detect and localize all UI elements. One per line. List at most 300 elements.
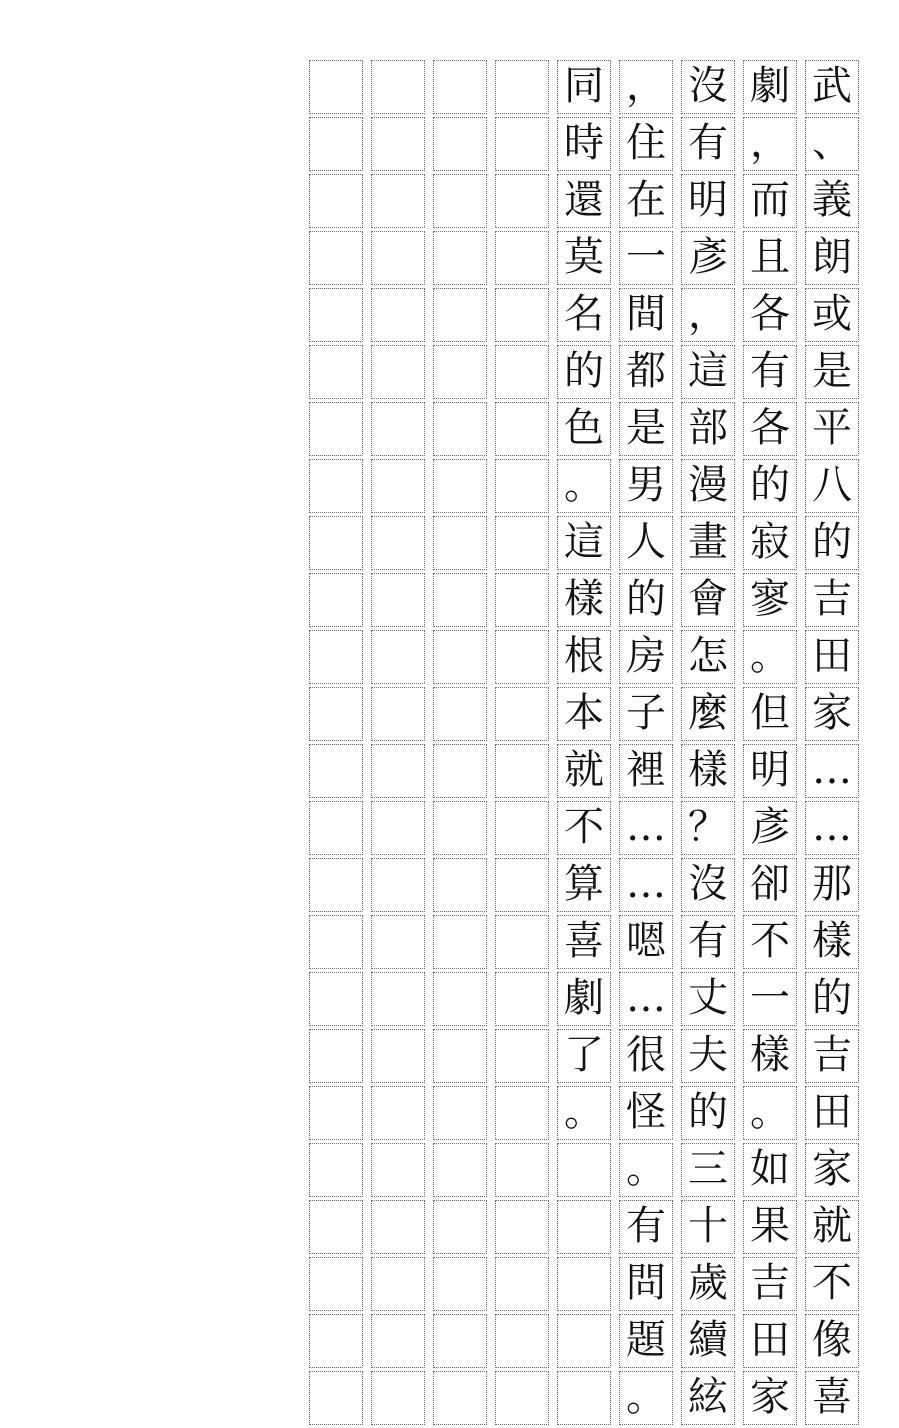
grid-cell[interactable] — [681, 1314, 735, 1368]
grid-cell-text: 樣 — [564, 576, 604, 622]
grid-cell-text: ， — [688, 291, 728, 337]
grid-cell[interactable] — [619, 972, 673, 1026]
grid-cell[interactable] — [805, 1200, 859, 1254]
grid-cell[interactable] — [309, 459, 363, 513]
genkou-youshi-grid — [301, 60, 859, 1428]
grid-cell-text: 部 — [688, 405, 728, 451]
grid-cell[interactable] — [805, 1029, 859, 1083]
grid-cell[interactable] — [805, 1257, 859, 1311]
grid-cell[interactable] — [371, 345, 425, 399]
grid-cell[interactable] — [371, 1314, 425, 1368]
grid-cell[interactable] — [371, 687, 425, 741]
grid-cell[interactable] — [433, 345, 487, 399]
grid-cell[interactable] — [619, 744, 673, 798]
grid-cell-text: 還 — [564, 177, 604, 223]
grid-cell[interactable] — [309, 1029, 363, 1083]
grid-cell-text: 算 — [564, 861, 604, 907]
grid-cell[interactable] — [743, 1257, 797, 1311]
grid-cell[interactable] — [681, 1200, 735, 1254]
grid-cell[interactable] — [309, 1200, 363, 1254]
grid-cell[interactable] — [371, 858, 425, 912]
grid-cell[interactable] — [309, 573, 363, 627]
grid-cell-text: 。 — [750, 1089, 790, 1135]
grid-cell[interactable] — [371, 1143, 425, 1197]
grid-cell[interactable] — [743, 60, 797, 114]
grid-cell[interactable] — [557, 117, 611, 171]
grid-cell[interactable] — [433, 1314, 487, 1368]
grid-cell[interactable] — [619, 1200, 673, 1254]
grid-cell[interactable] — [371, 402, 425, 456]
grid-cell[interactable] — [495, 858, 549, 912]
grid-cell[interactable] — [495, 459, 549, 513]
grid-cell[interactable] — [681, 117, 735, 171]
grid-cell[interactable] — [309, 915, 363, 969]
grid-cell-text: 本 — [564, 690, 604, 736]
grid-cell[interactable] — [433, 1200, 487, 1254]
grid-cell[interactable] — [433, 60, 487, 114]
grid-cell[interactable] — [619, 1314, 673, 1368]
grid-cell-text: 三 — [688, 1146, 728, 1192]
grid-cell-text: 一 — [750, 975, 790, 1021]
grid-cell-text: 果 — [750, 1203, 790, 1249]
grid-cell[interactable] — [619, 1143, 673, 1197]
grid-cell[interactable] — [557, 1029, 611, 1083]
grid-cell[interactable] — [557, 687, 611, 741]
grid-cell[interactable] — [805, 915, 859, 969]
grid-cell[interactable] — [309, 288, 363, 342]
grid-cell[interactable] — [619, 1257, 673, 1311]
grid-cell[interactable] — [433, 573, 487, 627]
grid-cell[interactable] — [371, 630, 425, 684]
grid-cell-text: 麼 — [688, 690, 728, 736]
grid-cell-text: 了 — [564, 1032, 604, 1078]
grid-cell[interactable] — [495, 1371, 549, 1425]
grid-cell-text: 房 — [626, 633, 666, 679]
grid-cell[interactable] — [805, 117, 859, 171]
grid-cell[interactable] — [433, 801, 487, 855]
grid-cell[interactable] — [681, 915, 735, 969]
grid-cell[interactable] — [805, 402, 859, 456]
grid-cell[interactable] — [309, 858, 363, 912]
grid-cell[interactable] — [557, 1371, 611, 1425]
grid-cell-text: 朗 — [812, 234, 852, 280]
grid-cell[interactable] — [495, 1257, 549, 1311]
grid-cell[interactable] — [557, 972, 611, 1026]
grid-cell[interactable] — [557, 402, 611, 456]
grid-cell[interactable] — [433, 858, 487, 912]
grid-cell[interactable] — [681, 516, 735, 570]
grid-cell[interactable] — [557, 516, 611, 570]
grid-cell-text: 人 — [626, 519, 666, 565]
grid-cell[interactable] — [743, 174, 797, 228]
grid-cell[interactable] — [495, 801, 549, 855]
grid-cell[interactable] — [681, 60, 735, 114]
grid-cell[interactable] — [681, 744, 735, 798]
grid-cell-text: 問 — [626, 1260, 666, 1306]
grid-cell-text: 色 — [564, 405, 604, 451]
grid-cell[interactable] — [681, 972, 735, 1026]
grid-cell[interactable] — [495, 972, 549, 1026]
grid-cell[interactable] — [805, 1371, 859, 1425]
grid-cell-text: 的 — [750, 462, 790, 508]
grid-cell[interactable] — [743, 1314, 797, 1368]
grid-cell[interactable] — [681, 402, 735, 456]
grid-cell[interactable] — [805, 174, 859, 228]
grid-cell[interactable] — [309, 345, 363, 399]
grid-cell-text: 寥 — [750, 576, 790, 622]
grid-cell[interactable] — [743, 801, 797, 855]
grid-cell[interactable] — [805, 801, 859, 855]
grid-cell[interactable] — [743, 117, 797, 171]
grid-cell[interactable] — [681, 1257, 735, 1311]
grid-cell[interactable] — [805, 1143, 859, 1197]
grid-cell[interactable] — [619, 516, 673, 570]
grid-cell[interactable] — [495, 174, 549, 228]
grid-cell[interactable] — [743, 1086, 797, 1140]
grid-cell[interactable] — [743, 1371, 797, 1425]
grid-cell[interactable] — [495, 288, 549, 342]
grid-cell[interactable] — [681, 174, 735, 228]
grid-cell-text: 。 — [626, 1146, 666, 1192]
grid-cell[interactable] — [557, 459, 611, 513]
grid-cell-text: 就 — [812, 1203, 852, 1249]
grid-cell[interactable] — [371, 573, 425, 627]
grid-cell[interactable] — [309, 516, 363, 570]
grid-cell[interactable] — [371, 516, 425, 570]
grid-cell[interactable] — [743, 459, 797, 513]
grid-cell[interactable] — [619, 630, 673, 684]
grid-cell-text: 但 — [750, 690, 790, 736]
grid-cell-text: 。 — [626, 1374, 666, 1420]
grid-cell[interactable] — [557, 858, 611, 912]
grid-cell[interactable] — [681, 1371, 735, 1425]
grid-cell-text: 住 — [626, 120, 666, 166]
grid-cell[interactable] — [619, 174, 673, 228]
column-5 — [557, 60, 611, 1428]
grid-cell[interactable] — [743, 1200, 797, 1254]
grid-cell[interactable] — [557, 915, 611, 969]
grid-cell-text: … — [626, 804, 666, 850]
grid-cell-text: 是 — [812, 348, 852, 394]
grid-cell-text: 、 — [812, 120, 852, 166]
grid-cell[interactable] — [743, 402, 797, 456]
grid-cell-text: 有 — [688, 918, 728, 964]
grid-cell[interactable] — [681, 630, 735, 684]
grid-cell[interactable] — [743, 915, 797, 969]
grid-cell[interactable] — [433, 1029, 487, 1083]
grid-cell[interactable] — [433, 630, 487, 684]
grid-cell[interactable] — [681, 345, 735, 399]
grid-cell[interactable] — [557, 231, 611, 285]
grid-cell[interactable] — [309, 60, 363, 114]
grid-cell-text: 根 — [564, 633, 604, 679]
grid-cell[interactable] — [619, 1086, 673, 1140]
grid-cell[interactable] — [371, 288, 425, 342]
grid-cell-text: 八 — [812, 462, 852, 508]
grid-cell[interactable] — [371, 231, 425, 285]
grid-cell[interactable] — [557, 1200, 611, 1254]
grid-cell[interactable] — [309, 402, 363, 456]
grid-cell[interactable] — [433, 915, 487, 969]
grid-cell-text: 是 — [626, 405, 666, 451]
grid-cell[interactable] — [619, 345, 673, 399]
grid-cell[interactable] — [495, 1029, 549, 1083]
grid-cell-text: 家 — [750, 1374, 790, 1420]
grid-cell-text: 不 — [750, 918, 790, 964]
grid-cell[interactable] — [681, 231, 735, 285]
grid-cell-text: 十 — [688, 1203, 728, 1249]
grid-cell[interactable] — [495, 573, 549, 627]
grid-cell[interactable] — [433, 1086, 487, 1140]
grid-cell[interactable] — [619, 858, 673, 912]
grid-cell-text: 那 — [812, 861, 852, 907]
grid-cell[interactable] — [371, 1257, 425, 1311]
grid-cell[interactable] — [309, 231, 363, 285]
grid-cell[interactable] — [743, 231, 797, 285]
grid-cell-text: 。 — [750, 633, 790, 679]
grid-cell[interactable] — [433, 288, 487, 342]
grid-cell[interactable] — [495, 345, 549, 399]
grid-cell-text: 裡 — [626, 747, 666, 793]
grid-cell[interactable] — [557, 1086, 611, 1140]
grid-cell[interactable] — [371, 744, 425, 798]
grid-cell-text: 且 — [750, 234, 790, 280]
grid-cell[interactable] — [805, 972, 859, 1026]
grid-cell[interactable] — [309, 174, 363, 228]
grid-cell-text: 的 — [626, 576, 666, 622]
grid-cell[interactable] — [495, 1086, 549, 1140]
grid-cell-text: 平 — [812, 405, 852, 451]
grid-cell[interactable] — [433, 744, 487, 798]
grid-cell-text: 田 — [750, 1317, 790, 1363]
grid-cell-text: 丈 — [688, 975, 728, 1021]
grid-cell[interactable] — [309, 1314, 363, 1368]
grid-cell[interactable] — [371, 915, 425, 969]
grid-cell-text: ， — [626, 63, 666, 109]
grid-cell-text: 各 — [750, 291, 790, 337]
grid-cell[interactable] — [433, 1371, 487, 1425]
grid-cell[interactable] — [309, 1086, 363, 1140]
grid-cell[interactable] — [309, 117, 363, 171]
grid-cell[interactable] — [495, 516, 549, 570]
grid-cell[interactable] — [805, 1314, 859, 1368]
grid-cell[interactable] — [495, 687, 549, 741]
grid-cell[interactable] — [557, 345, 611, 399]
grid-cell[interactable] — [681, 801, 735, 855]
grid-cell-text: 家 — [812, 690, 852, 736]
grid-cell[interactable] — [309, 1371, 363, 1425]
grid-cell-text: 的 — [688, 1089, 728, 1135]
grid-cell-text: 間 — [626, 291, 666, 337]
grid-cell[interactable] — [557, 288, 611, 342]
grid-cell[interactable] — [619, 288, 673, 342]
grid-cell[interactable] — [371, 1200, 425, 1254]
grid-cell[interactable] — [495, 1314, 549, 1368]
grid-cell-text: 各 — [750, 405, 790, 451]
grid-cell[interactable] — [557, 1314, 611, 1368]
grid-cell[interactable] — [805, 459, 859, 513]
grid-cell[interactable] — [619, 1029, 673, 1083]
grid-cell[interactable] — [433, 1257, 487, 1311]
grid-cell-text: 在 — [626, 177, 666, 223]
column-1 — [805, 60, 859, 1428]
grid-cell[interactable] — [805, 744, 859, 798]
grid-cell[interactable] — [557, 630, 611, 684]
grid-cell[interactable] — [371, 459, 425, 513]
grid-cell-text: 男 — [626, 462, 666, 508]
grid-cell[interactable] — [743, 1143, 797, 1197]
grid-cell[interactable] — [309, 744, 363, 798]
grid-cell[interactable] — [743, 288, 797, 342]
grid-cell[interactable] — [433, 687, 487, 741]
grid-cell[interactable] — [557, 174, 611, 228]
grid-cell[interactable] — [495, 117, 549, 171]
grid-cell[interactable] — [743, 744, 797, 798]
grid-cell-text: 。 — [564, 462, 604, 508]
grid-cell[interactable] — [743, 573, 797, 627]
grid-cell[interactable] — [805, 573, 859, 627]
grid-cell[interactable] — [433, 174, 487, 228]
grid-cell-text: 的 — [812, 975, 852, 1021]
grid-cell[interactable] — [495, 630, 549, 684]
grid-cell[interactable] — [805, 630, 859, 684]
grid-cell[interactable] — [557, 1143, 611, 1197]
grid-cell[interactable] — [743, 630, 797, 684]
grid-cell[interactable] — [557, 573, 611, 627]
grid-cell[interactable] — [805, 231, 859, 285]
grid-cell[interactable] — [557, 60, 611, 114]
grid-cell-text: 彥 — [750, 804, 790, 850]
grid-cell[interactable] — [433, 402, 487, 456]
grid-cell-text: 像 — [812, 1317, 852, 1363]
grid-cell[interactable] — [433, 516, 487, 570]
grid-cell[interactable] — [681, 1029, 735, 1083]
grid-cell[interactable] — [309, 630, 363, 684]
grid-cell[interactable] — [743, 687, 797, 741]
grid-cell[interactable] — [557, 801, 611, 855]
grid-cell-text: 子 — [626, 690, 666, 736]
grid-cell[interactable] — [619, 687, 673, 741]
grid-cell[interactable] — [805, 516, 859, 570]
grid-cell[interactable] — [743, 972, 797, 1026]
grid-cell[interactable] — [619, 1371, 673, 1425]
grid-cell[interactable] — [433, 1143, 487, 1197]
grid-cell[interactable] — [495, 60, 549, 114]
grid-cell[interactable] — [433, 972, 487, 1026]
grid-cell-text: 不 — [564, 804, 604, 850]
grid-cell-text: 義 — [812, 177, 852, 223]
grid-cell-text: 這 — [564, 519, 604, 565]
grid-cell[interactable] — [681, 858, 735, 912]
grid-cell[interactable] — [619, 402, 673, 456]
grid-cell-text: … — [626, 975, 666, 1021]
grid-cell[interactable] — [681, 687, 735, 741]
grid-cell[interactable] — [619, 459, 673, 513]
grid-cell-text: 怎 — [688, 633, 728, 679]
grid-cell[interactable] — [557, 744, 611, 798]
grid-cell[interactable] — [743, 1029, 797, 1083]
column-3 — [681, 60, 735, 1428]
grid-cell[interactable] — [495, 744, 549, 798]
grid-cell[interactable] — [309, 801, 363, 855]
grid-cell[interactable] — [371, 60, 425, 114]
grid-cell[interactable] — [619, 573, 673, 627]
grid-cell[interactable] — [805, 687, 859, 741]
grid-cell[interactable] — [371, 1086, 425, 1140]
grid-cell[interactable] — [495, 1200, 549, 1254]
grid-cell[interactable] — [371, 1371, 425, 1425]
grid-cell[interactable] — [371, 972, 425, 1026]
grid-cell[interactable] — [309, 972, 363, 1026]
grid-cell[interactable] — [309, 1143, 363, 1197]
grid-cell[interactable] — [805, 1086, 859, 1140]
grid-cell[interactable] — [805, 345, 859, 399]
grid-cell[interactable] — [743, 858, 797, 912]
grid-cell[interactable] — [557, 1257, 611, 1311]
grid-cell-text: 沒 — [688, 861, 728, 907]
grid-cell-text: 樣 — [750, 1032, 790, 1078]
grid-cell-text: 畫 — [688, 519, 728, 565]
grid-cell[interactable] — [681, 1143, 735, 1197]
grid-cell[interactable] — [619, 801, 673, 855]
grid-cell-text: 如 — [750, 1146, 790, 1192]
grid-cell-text: ？ — [688, 804, 728, 850]
grid-cell[interactable] — [433, 459, 487, 513]
grid-cell[interactable] — [805, 858, 859, 912]
grid-cell[interactable] — [681, 1086, 735, 1140]
grid-cell[interactable] — [495, 402, 549, 456]
grid-cell-text: 怪 — [626, 1089, 666, 1135]
grid-cell[interactable] — [805, 60, 859, 114]
grid-cell[interactable] — [371, 174, 425, 228]
grid-cell[interactable] — [743, 516, 797, 570]
grid-cell[interactable] — [495, 231, 549, 285]
grid-cell-text: 絃 — [688, 1374, 728, 1420]
grid-cell-text: 喜 — [812, 1374, 852, 1420]
grid-cell[interactable] — [433, 117, 487, 171]
grid-cell[interactable] — [619, 231, 673, 285]
grid-cell[interactable] — [495, 915, 549, 969]
grid-cell-text: 樣 — [812, 918, 852, 964]
grid-cell-text: 田 — [812, 1089, 852, 1135]
grid-cell-text: 明 — [750, 747, 790, 793]
grid-cell[interactable] — [433, 231, 487, 285]
grid-cell[interactable] — [309, 1257, 363, 1311]
grid-cell-text: 吉 — [750, 1260, 790, 1306]
grid-cell[interactable] — [619, 915, 673, 969]
grid-cell[interactable] — [805, 288, 859, 342]
grid-cell[interactable] — [619, 60, 673, 114]
grid-cell-text: 都 — [626, 348, 666, 394]
grid-cell[interactable] — [681, 288, 735, 342]
grid-cell-text: 劇 — [750, 63, 790, 109]
grid-cell[interactable] — [619, 117, 673, 171]
grid-cell[interactable] — [371, 1029, 425, 1083]
grid-cell-text: 夫 — [688, 1032, 728, 1078]
grid-cell-text: 家 — [812, 1146, 852, 1192]
grid-cell[interactable] — [371, 117, 425, 171]
grid-cell[interactable] — [371, 801, 425, 855]
grid-cell[interactable] — [309, 687, 363, 741]
grid-cell-text: 很 — [626, 1032, 666, 1078]
grid-cell-text: 就 — [564, 747, 604, 793]
grid-cell-text: … — [626, 861, 666, 907]
grid-cell-text: 有 — [688, 120, 728, 166]
grid-cell[interactable] — [495, 1143, 549, 1197]
grid-cell[interactable] — [681, 459, 735, 513]
grid-cell[interactable] — [681, 573, 735, 627]
grid-cell[interactable] — [743, 345, 797, 399]
